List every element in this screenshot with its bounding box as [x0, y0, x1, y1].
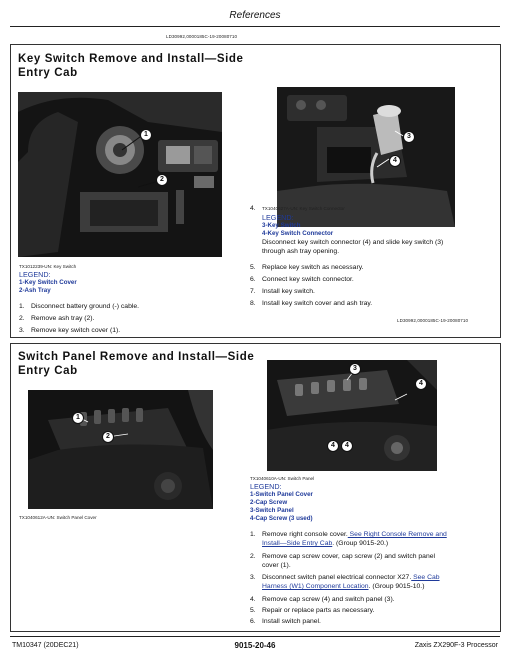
- reference-code-bottom: LD30992,0000185C-19-20080710: [397, 318, 469, 323]
- link-cab-harness[interactable]: Harness (W1) Component Location: [262, 583, 369, 590]
- legend-heading: LEGEND:: [262, 213, 294, 222]
- switch-panel-photo-art: [267, 360, 437, 471]
- section-title: [18, 52, 244, 80]
- section-title: [18, 350, 254, 378]
- link-right-console-remove[interactable]: See Right Console Remove and: [347, 531, 447, 538]
- step-number: 7.: [250, 288, 256, 295]
- footer-doc-id: TM10347 (20DEC21): [12, 642, 79, 649]
- legend-item: 3-Switch Panel: [250, 507, 294, 514]
- step-text: Replace key switch as necessary.: [262, 264, 364, 271]
- callout-3: 3: [349, 363, 361, 375]
- legend-item: 4-Cap Screw (3 used): [250, 515, 313, 522]
- step-number: 3.: [250, 574, 256, 581]
- step-item: [250, 299, 372, 308]
- step-number: 6.: [250, 618, 256, 625]
- step-item: [250, 263, 364, 272]
- callout-1: 1: [72, 412, 84, 424]
- step-item: [19, 302, 139, 311]
- callout-4: 4: [389, 155, 401, 167]
- section-title-line-2: Entry Cab: [18, 67, 78, 79]
- key-switch-photo: [18, 92, 222, 257]
- section-key-switch: [10, 44, 501, 338]
- step-number: 1.: [19, 303, 25, 310]
- step-item: [19, 326, 120, 335]
- step-number: 8.: [250, 300, 256, 307]
- step-text: Install key switch.: [262, 288, 315, 295]
- step-item: [250, 287, 315, 296]
- switch-panel-cover-caption: TX1040612A-UN: Switch Panel Cover: [19, 515, 97, 520]
- step-text: Remove key switch cover (1).: [31, 327, 121, 334]
- header-divider: [10, 26, 500, 27]
- reference-code-top: LD30992,0000185C-19-20080710: [166, 34, 238, 39]
- step-item: [250, 552, 496, 570]
- legend-item: 4-Key Switch Connector: [262, 229, 334, 237]
- step-text: cover (1).: [262, 562, 291, 569]
- step-text: . (Group 9015-10.): [368, 583, 425, 590]
- legend-item: 2-Cap Screw: [250, 499, 288, 506]
- step-item: [250, 606, 374, 615]
- step-text: through ash tray opening.: [262, 247, 340, 255]
- switch-panel-photo: [267, 360, 437, 471]
- key-switch-photo-art: [18, 92, 222, 257]
- step-text: Remove right console cover.: [262, 531, 348, 538]
- footer-divider: [10, 636, 500, 637]
- callout-2: 2: [156, 174, 168, 186]
- callout-1: 1: [140, 129, 152, 141]
- step-item: [250, 595, 395, 604]
- switch-panel-cover-photo-art: [28, 390, 213, 509]
- switch-panel-cover-photo: [28, 390, 213, 509]
- section-switch-panel: [10, 343, 501, 632]
- switch-panel-caption: TX1040610A-UN: Switch Panel: [250, 476, 315, 481]
- step-item: [250, 573, 496, 591]
- step-number: 4.: [250, 205, 256, 212]
- step-number: 5.: [250, 607, 256, 614]
- step-text: Disconnect battery ground (-) cable.: [31, 303, 140, 310]
- legend-item: 1-Switch Panel Cover: [250, 491, 313, 498]
- section-title-line-1: Key Switch Remove and Install—Side: [18, 53, 244, 65]
- step-number: 4.: [250, 596, 256, 603]
- footer-page-number: 9015-20-46: [234, 641, 276, 650]
- key-switch-connector-caption: TX1040627A-UN: Key Switch Connector: [262, 206, 345, 211]
- step-text: Install switch panel.: [262, 618, 321, 625]
- step-text: Remove cap screw cover, cap screw (2) and switch panel: [262, 553, 436, 560]
- callout-4: 4: [327, 440, 339, 452]
- section-title-line-2: Entry Cab: [18, 365, 78, 377]
- legend-heading: LEGEND:: [19, 270, 51, 279]
- step-item: [250, 275, 354, 284]
- callout-4: 4: [415, 378, 427, 390]
- step-text: Connect key switch connector.: [262, 276, 354, 283]
- step-text: Install key switch cover and ash tray.: [262, 300, 373, 307]
- step-text: Remove ash tray (2).: [31, 315, 95, 322]
- step-number: 5.: [250, 264, 256, 271]
- legend-item: 3-Key Switch: [262, 222, 301, 229]
- step-number: 1.: [250, 531, 256, 538]
- step-text: Disconnect switch panel electrical connector X27.: [262, 574, 412, 581]
- step-number: 6.: [250, 276, 256, 283]
- legend-heading: LEGEND:: [250, 482, 282, 491]
- page-header-title: References: [229, 10, 281, 21]
- step-4-block: [250, 204, 496, 256]
- legend-item: 1-Key Switch Cover: [19, 279, 77, 286]
- step-item: [250, 530, 496, 548]
- footer-model: Zaxis ZX290F-3 Processor: [414, 642, 498, 649]
- step-text: Disconnect key switch connector (4) and slide key switch (3): [262, 238, 444, 246]
- callout-3: 3: [403, 131, 415, 143]
- callout-2: 2: [102, 431, 114, 443]
- section-title-line-1: Switch Panel Remove and Install—Side: [18, 351, 255, 363]
- step-text: Remove cap screw (4) and switch panel (3).: [262, 596, 395, 603]
- legend-item: 2-Ash Tray: [19, 287, 51, 294]
- link-right-console-remove[interactable]: Install—Side Entry Cab: [262, 540, 333, 547]
- callout-4: 4: [341, 440, 353, 452]
- key-switch-photo-caption: TX1012239-UN: Key Switch: [19, 264, 77, 269]
- link-cab-harness[interactable]: See Cab: [411, 574, 440, 581]
- step-text: . (Group 9015-20.): [332, 540, 389, 547]
- step-item: [250, 617, 321, 626]
- step-number: 3.: [19, 327, 25, 334]
- step-number: 2.: [250, 553, 256, 560]
- step-item: [19, 314, 94, 323]
- step-text: Repair or replace parts as necessary.: [262, 607, 375, 614]
- step-number: 2.: [19, 315, 25, 322]
